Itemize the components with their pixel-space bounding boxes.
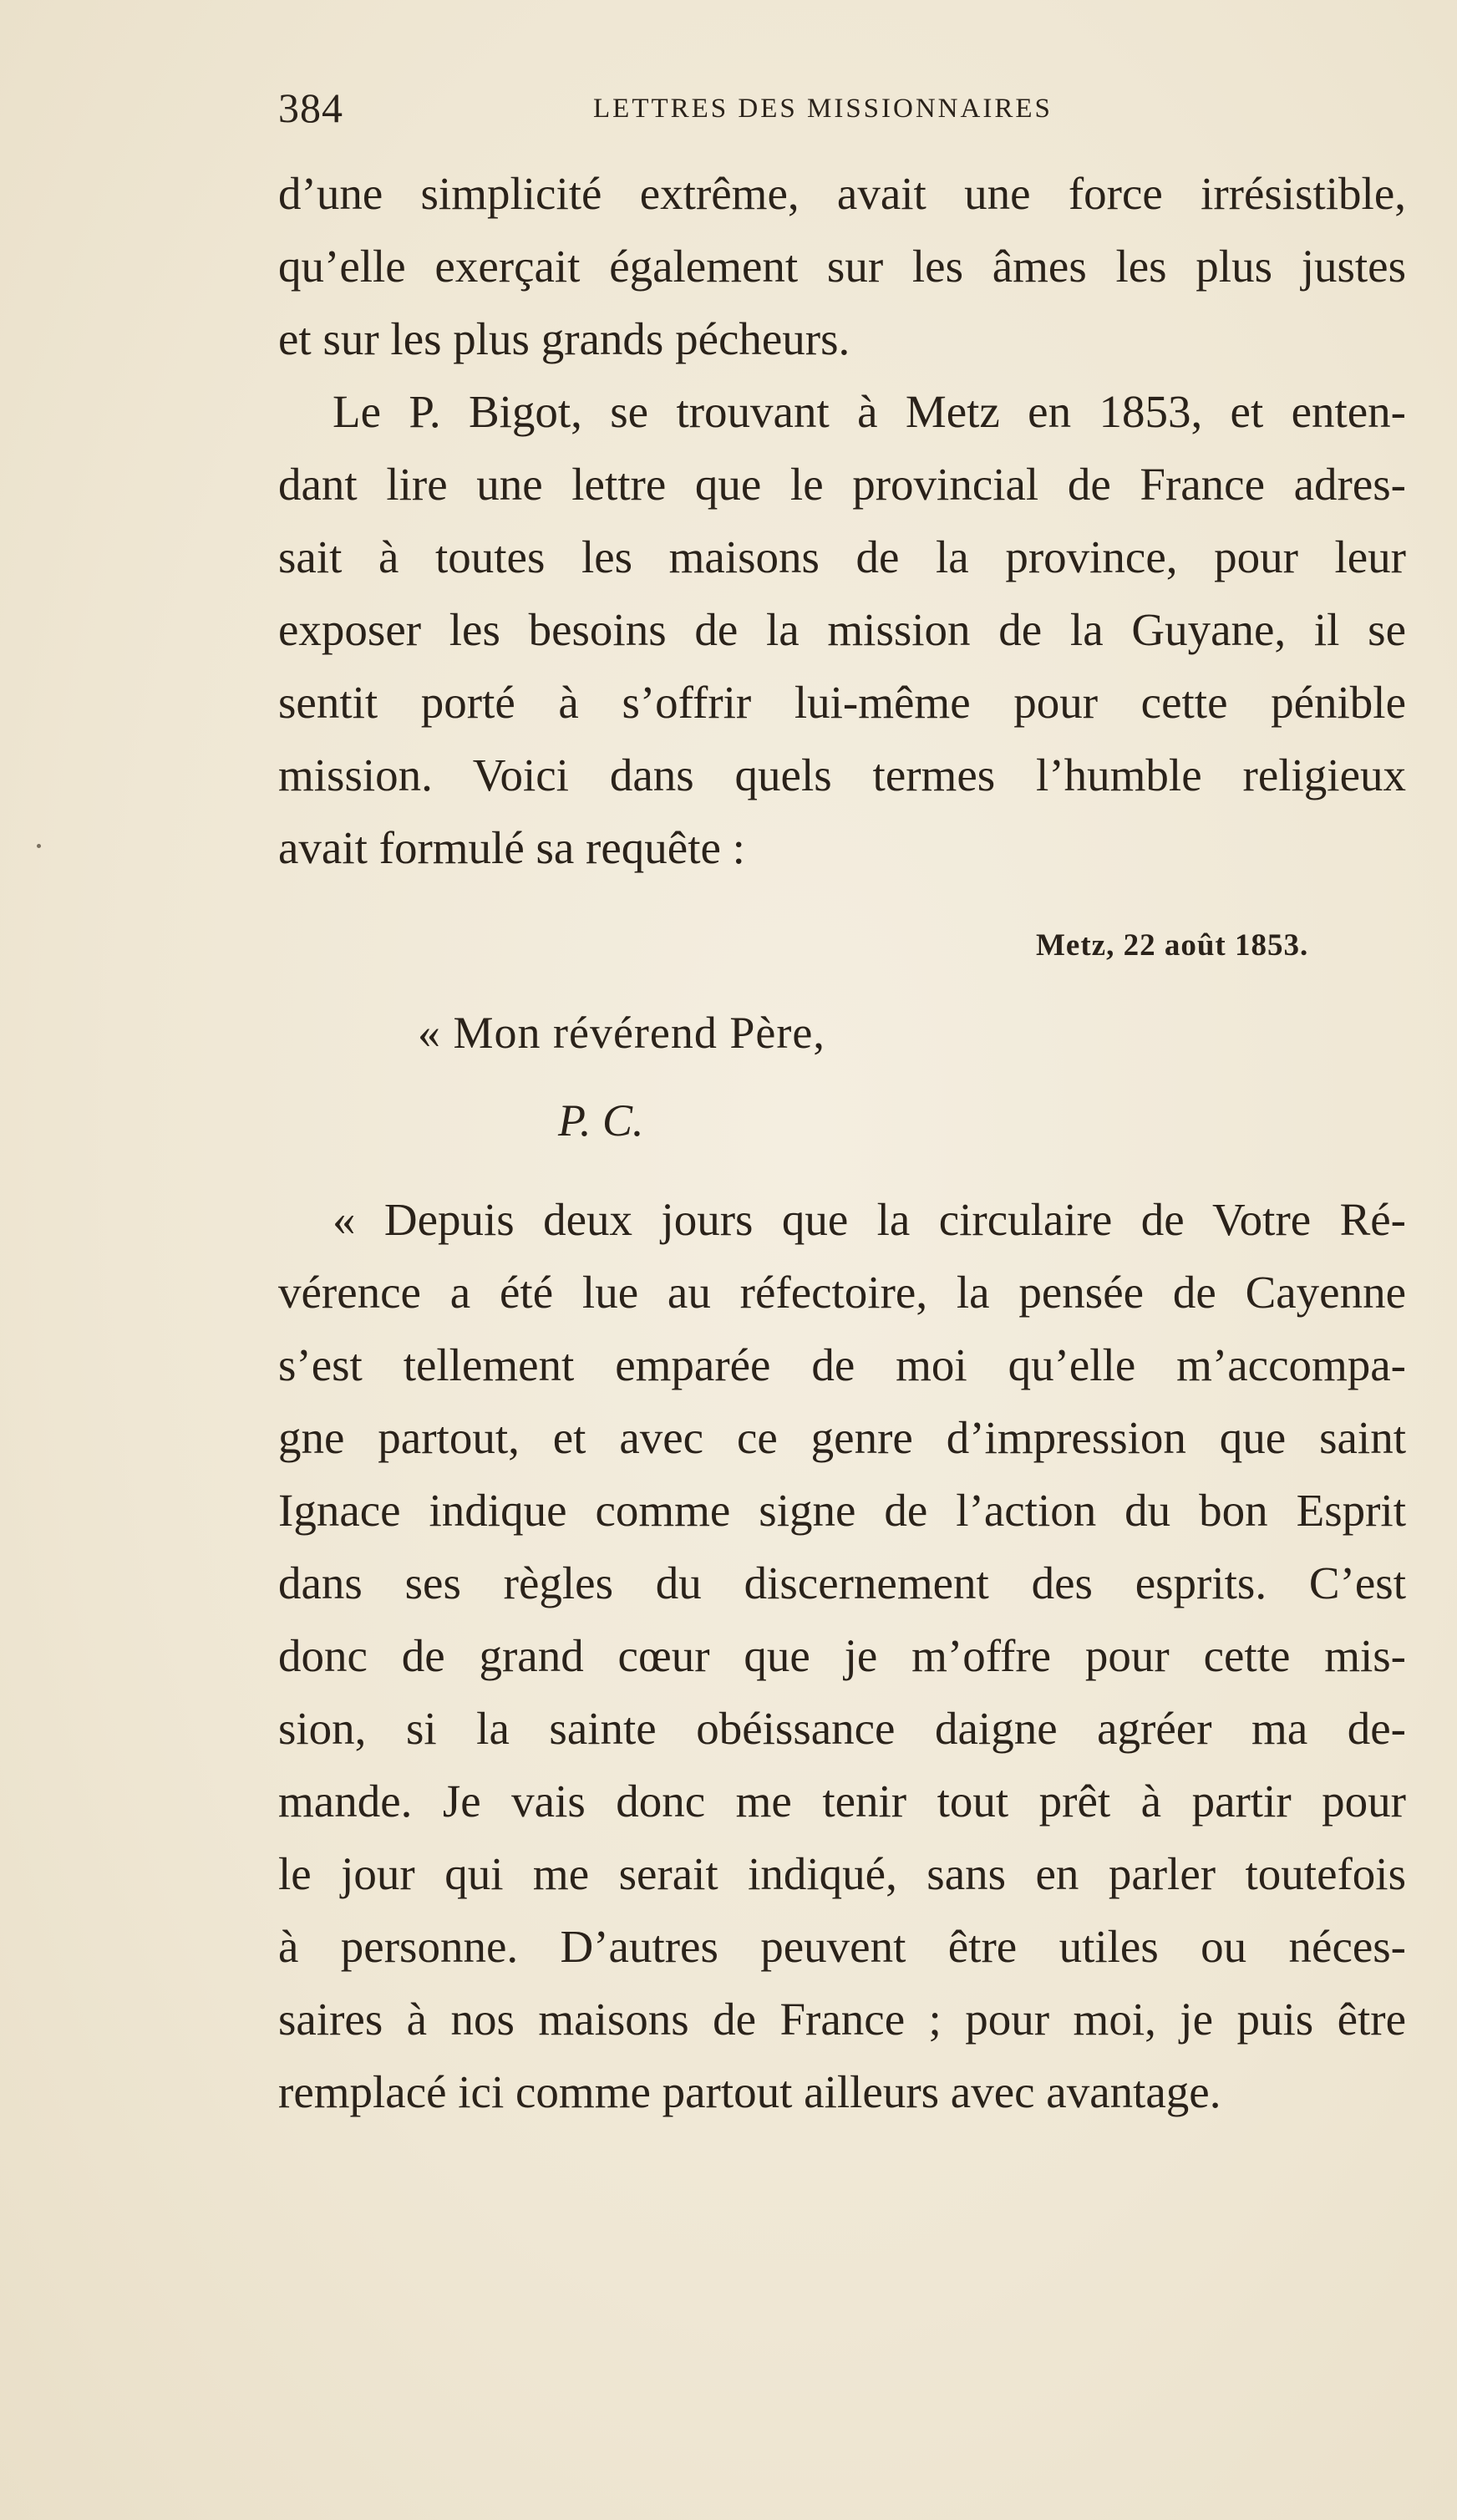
text-line: remplacé ici comme partout ailleurs avec avantage.: [278, 2066, 1221, 2117]
page-number: 384: [278, 84, 343, 131]
text-line: vérence a été lue au réfectoire, la pensée de Cayenne: [278, 1267, 1406, 1318]
text-line: et sur les plus grands pécheurs.: [278, 313, 850, 364]
narrative-text: [278, 157, 1406, 884]
letter-body: [278, 1183, 1406, 2128]
text-line: dans ses règles du discernement des esprits. C’est: [278, 1557, 1406, 1608]
text-line: Ignace indique comme signe de l’action du bon Esprit: [278, 1485, 1406, 1536]
text-line: gne partout, et avec ce genre d’impression que saint: [278, 1412, 1406, 1463]
letter-salutation: « Mon révérend Père,: [418, 1008, 825, 1058]
text-line: mande. Je vais donc me tenir tout prêt à partir pour: [278, 1776, 1406, 1826]
text-line: qu’elle exerçait également sur les âmes les plus justes: [278, 241, 1406, 292]
text-line: sait à toutes les maisons de la province, pour leur: [278, 531, 1406, 582]
text-line: mission. Voici dans quels termes l’humble religieux: [278, 749, 1406, 800]
letter-pc: P. C.: [558, 1095, 644, 1146]
text-line: Le P. Bigot, se trouvant à Metz en 1853, et enten-: [333, 386, 1406, 437]
text-line: avait formulé sa requête :: [278, 822, 745, 873]
text-line: saires à nos maisons de France ; pour moi, je puis être: [278, 1994, 1406, 2045]
page-speck: [37, 844, 41, 848]
text-line: sentit porté à s’offrir lui-même pour cette pénible: [278, 677, 1406, 728]
text-line: exposer les besoins de la mission de la Guyane, il se: [278, 604, 1406, 655]
text-line: d’une simplicité extrême, avait une force irrésistible,: [278, 168, 1406, 219]
letter-dateline: Metz, 22 août 1853.: [1036, 928, 1309, 963]
text-line: le jour qui me serait indiqué, sans en parler toutefois: [278, 1848, 1406, 1899]
text-line: donc de grand cœur que je m’offre pour cette mis-: [278, 1630, 1406, 1681]
page-header: [278, 84, 1406, 142]
text-line: sion, si la sainte obéissance daigne agréer ma de-: [278, 1703, 1406, 1754]
text-line: dant lire une lettre que le provincial de France adres-: [278, 459, 1406, 510]
text-line: « Depuis deux jours que la circulaire de Votre Ré-: [333, 1194, 1406, 1245]
text-line: s’est tellement emparée de moi qu’elle m’accompa-: [278, 1339, 1406, 1390]
text-line: à personne. D’autres peuvent être utiles ou néces-: [278, 1921, 1406, 1972]
running-head: LETTRES DES MISSIONNAIRES: [593, 94, 1053, 124]
